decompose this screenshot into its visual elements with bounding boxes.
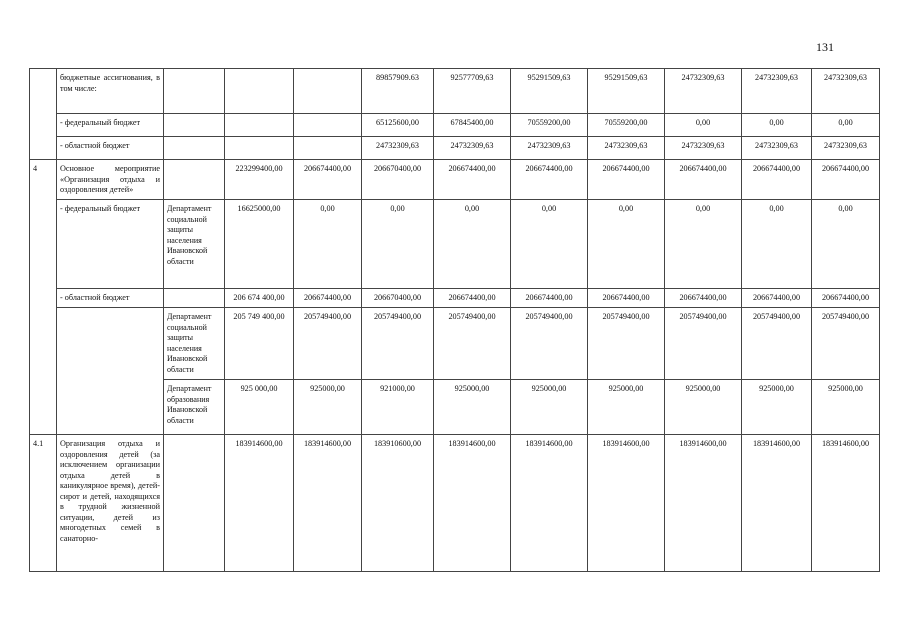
amount-cell: 205749400,00 [294,308,362,380]
amount-cell: 24732309,63 [588,137,665,160]
amount-cell: 206674400,00 [742,289,812,308]
table-row [30,160,880,200]
amount-cell: 70559200,00 [588,114,665,137]
row-name-cell: - областной бюджет [57,137,164,160]
amount-cell: 24732309,63 [665,69,742,114]
amount-cell: 24732309,63 [434,137,511,160]
table-row [30,114,880,137]
department-cell: Департамент образования Ивановской области [164,380,225,435]
amount-cell: 206674400,00 [511,289,588,308]
amount-cell: 205749400,00 [362,308,434,380]
amount-cell: 183914600,00 [812,435,880,572]
amount-cell: 65125600,00 [362,114,434,137]
amount-cell: 206674400,00 [742,160,812,200]
amount-cell: 0,00 [742,114,812,137]
amount-cell: 183914600,00 [225,435,294,572]
amount-cell: 205749400,00 [812,308,880,380]
amount-cell: 24732309,63 [812,137,880,160]
amount-cell: 183914600,00 [665,435,742,572]
amount-cell: 206674400,00 [665,160,742,200]
amount-cell: 921000,00 [362,380,434,435]
amount-cell: 206674400,00 [588,160,665,200]
amount-cell: 0,00 [294,200,362,289]
amount-cell: 206670400,00 [362,160,434,200]
department-cell [164,137,225,160]
budget-table [29,68,880,572]
table-body [30,69,880,572]
amount-cell: 24732309,63 [511,137,588,160]
amount-cell: 205749400,00 [434,308,511,380]
amount-cell: 925000,00 [588,380,665,435]
amount-cell: 206674400,00 [511,160,588,200]
table-row [30,308,880,380]
department-cell [164,114,225,137]
table-row [30,289,880,308]
amount-cell: 16625000,00 [225,200,294,289]
row-index-cell: 4.1 [30,435,57,572]
amount-cell: 24732309,63 [665,137,742,160]
amount-cell: 206674400,00 [434,289,511,308]
page-number: 131 [816,40,834,54]
department-cell [164,160,225,200]
row-name-cell: Основное мероприятие «Организация отдыха и оздоровления детей» [57,160,164,200]
row-name-cell: - федеральный бюджет [57,114,164,137]
amount-cell [294,137,362,160]
amount-cell [225,69,294,114]
amount-cell: 205 749 400,00 [225,308,294,380]
amount-cell: 925000,00 [812,380,880,435]
row-index-cell [30,69,57,160]
amount-cell: 0,00 [434,200,511,289]
amount-cell: 95291509,63 [511,69,588,114]
amount-cell: 206674400,00 [434,160,511,200]
amount-cell [294,114,362,137]
amount-cell: 206670400,00 [362,289,434,308]
amount-cell: 183914600,00 [434,435,511,572]
amount-cell: 183914600,00 [511,435,588,572]
amount-cell [294,69,362,114]
amount-cell: 183910600,00 [362,435,434,572]
amount-cell: 95291509,63 [588,69,665,114]
department-cell: Департамент социальной защиты населения Ивановской области [164,308,225,380]
amount-cell: 70559200,00 [511,114,588,137]
amount-cell: 24732309,63 [742,137,812,160]
amount-cell: 206674400,00 [294,160,362,200]
amount-cell: 206674400,00 [812,160,880,200]
amount-cell: 925 000,00 [225,380,294,435]
amount-cell: 0,00 [588,200,665,289]
amount-cell: 925000,00 [742,380,812,435]
amount-cell: 0,00 [665,200,742,289]
amount-cell: 205749400,00 [665,308,742,380]
amount-cell: 206674400,00 [812,289,880,308]
amount-cell: 206674400,00 [294,289,362,308]
amount-cell: 206 674 400,00 [225,289,294,308]
amount-cell: 205749400,00 [742,308,812,380]
amount-cell [225,114,294,137]
row-index-cell: 4 [30,160,57,435]
amount-cell: 67845400,00 [434,114,511,137]
amount-cell: 0,00 [511,200,588,289]
amount-cell: 925000,00 [665,380,742,435]
table-row [30,200,880,289]
amount-cell: 92577709,63 [434,69,511,114]
amount-cell: 206674400,00 [665,289,742,308]
row-name-cell: - федеральный бюджет [57,200,164,289]
amount-cell: 0,00 [362,200,434,289]
amount-cell: 925000,00 [294,380,362,435]
department-cell: Департамент социальной защиты населения Ивановской области [164,200,225,289]
amount-cell: 223299400,00 [225,160,294,200]
row-name-cell: Организация отдыха и оздоровления детей (за исключением организации отдыха детей в каникулярное время), детей-сирот и детей, находящихся в трудной жизненной ситуации, детей из многодетных семей в санаторно- [57,435,164,572]
amount-cell: 925000,00 [434,380,511,435]
amount-cell: 925000,00 [511,380,588,435]
table-row [30,435,880,572]
amount-cell: 24732309,63 [362,137,434,160]
amount-cell: 0,00 [742,200,812,289]
amount-cell: 0,00 [812,114,880,137]
amount-cell: 205749400,00 [588,308,665,380]
amount-cell: 89857909.63 [362,69,434,114]
amount-cell: 24732309,63 [812,69,880,114]
amount-cell [225,137,294,160]
amount-cell: 183914600,00 [294,435,362,572]
table-row [30,137,880,160]
department-cell [164,69,225,114]
row-name-cell: - областной бюджет [57,289,164,308]
amount-cell: 205749400,00 [511,308,588,380]
row-name-cell [57,308,164,435]
amount-cell: 0,00 [665,114,742,137]
table-row [30,69,880,114]
amount-cell: 0,00 [812,200,880,289]
amount-cell: 206674400,00 [588,289,665,308]
amount-cell: 183914600,00 [742,435,812,572]
department-cell [164,289,225,308]
amount-cell: 24732309,63 [742,69,812,114]
row-name-cell: бюджетные ассигнования, в том числе: [57,69,164,114]
amount-cell: 183914600,00 [588,435,665,572]
department-cell [164,435,225,572]
